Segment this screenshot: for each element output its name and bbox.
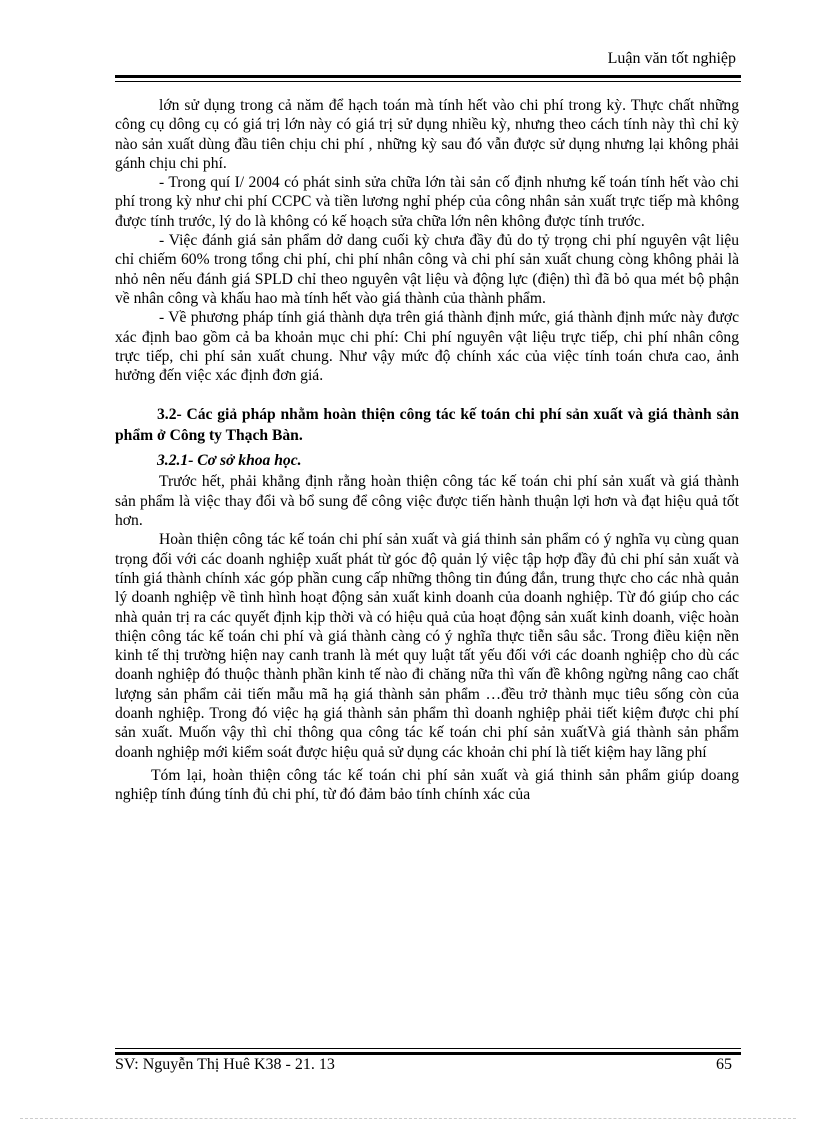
- paragraph-6: Hoàn thiện công tác kế toán chi phí sản xuất và giá thinh sản phẩm có ý nghĩa vụ cùng quan trọng đối với các doanh nghiệp xuất phát từ góc độ quản lý việc tập hợp đầy đủ chi phí sản xuất và tính giá thành chính xác góp phần cung cấp những thông tin đúng đắn, trung thực cho các nhà quản lý doanh nghiệp về tình hình hoạt động sản xuất kinh doanh của doanh nghiệp. Từ đó giúp cho các nhà quản trị ra các quyết định kịp thời và có hiệu quả của hoạt động sản xuất kinh doanh, việc hoàn thiện công tác kế toán chi phí và giá thành càng có ý nghĩa thực tiễn sâu sắc. Trong điều kiện nền kinh tế thị trường hiện nay canh tranh là mét quy luật tất yếu đối với các doanh nghiệp cho dù các doanh nghiệp đó thuộc thành phần kinh tế nào đi chăng nữa thì vấn đề không ngừng nâng cao chất lượng sản phẩm cải tiến mẫu mã hạ giá thành sản phẩm …đều trở thành mục tiêu sống còn của doanh nghiệp. Trong đó việc hạ giá thành sản phẩm thì doanh nghiệp phải tiết kiệm được chi phí sản xuất. Muốn vậy thì chỉ thông qua công tác kế toán chi phí sản xuấtVà giá thành sản phẩm doanh nghiệp mới kiểm soát được hiệu quả sử dụng các khoản chi phí là tiết kiệm hay lãng phí: [115, 531, 739, 761]
- page-body: [115, 96, 739, 805]
- paragraph-3: - Việc đánh giá sản phẩm dở dang cuối kỳ chưa đầy đủ do tỷ trọng chi phí nguyên vật liệu chỉ chiếm 60% trong tổng chi phí, chi phí nhân công và chi phí sản xuất chung còng không phải là nhỏ nên nếu đánh giá SPLD chỉ theo nguyên vật liệu và động lực (điện) thì đã bỏ qua mét bộ phận về nhân công và khấu hao mà tính hết vào giá thành của thành phẩm.: [115, 232, 739, 307]
- header-rule-thin: [115, 81, 741, 82]
- footer-rule-thick: [115, 1052, 741, 1055]
- paragraph-4: - Về phương pháp tính giá thành dựa trên giá thành định mức, giá thành định mức này được xác định bao gồm cả ba khoản mục chi phí: Chi phí nguyên vật liệu trực tiếp, chi phí nhân công trực tiếp, chi phí sản xuất chung. Như vậy mức độ chính xác của việc tính toán chưa cao, ảnh hưởng đến việc xác định đơn giá.: [115, 309, 739, 385]
- footer-rule-thin: [115, 1048, 741, 1049]
- running-header-title: Luận văn tốt nghiệp: [607, 50, 736, 67]
- footer-author: SV: Nguyễn Thị Huê K38 - 21. 13: [115, 1056, 335, 1073]
- page-bottom-dashed-line: [20, 1118, 796, 1119]
- paragraph-2: - Trong quí I/ 2004 có phát sinh sửa chữa lớn tài sản cố định nhưng kế toán tính hết vào chi phí trong kỳ như chi phí CCPC và tiền lương nghỉ phép của công nhân sản xuất trực tiếp mà không được tính trước, lý do là không có kế hoạch sửa chữa lớn nên không được tính trước.: [115, 174, 739, 230]
- subsection-heading: 3.2.1- Cơ sở khoa học.: [157, 452, 302, 470]
- footer-page-number: 65: [716, 1056, 732, 1073]
- paragraph-5: Trước hết, phải khẳng định rằng hoàn thiện công tác kế toán chi phí sản xuất và giá thành sản phẩm là việc thay đổi và bổ sung để công việc được tiến hành thuận lợi hơn và đạt hiệu quả tốt hơn.: [115, 473, 739, 530]
- section-heading: 3.2- Các giả pháp nhằm hoàn thiện công tác kế toán chi phí sản xuất và giá thành sản phẩm ở Công ty Thạch Bàn.: [115, 406, 739, 445]
- header-rule-thick: [115, 75, 741, 78]
- paragraph-7: Tóm lại, hoàn thiện công tác kế toán chi phí sản xuất và giá thinh sản phẩm giúp doang nghiệp tính đúng tính đủ chi phí, từ đó đảm bảo tính chính xác của: [115, 766, 739, 804]
- paragraph-1: lớn sử dụng trong cả năm để hạch toán mà tính hết vào chi phí trong kỳ. Thực chất những công cụ dông cụ có giá trị lớn này có giá trị sử dụng nhiều kỳ, nhưng theo cách tính này thì chỉ kỳ nào sản xuất dùng đầu tiên chịu chi phí , những kỳ sau đó vẫn được sử dụng nhưng lại không phải gánh chịu chi phí.: [115, 97, 739, 172]
